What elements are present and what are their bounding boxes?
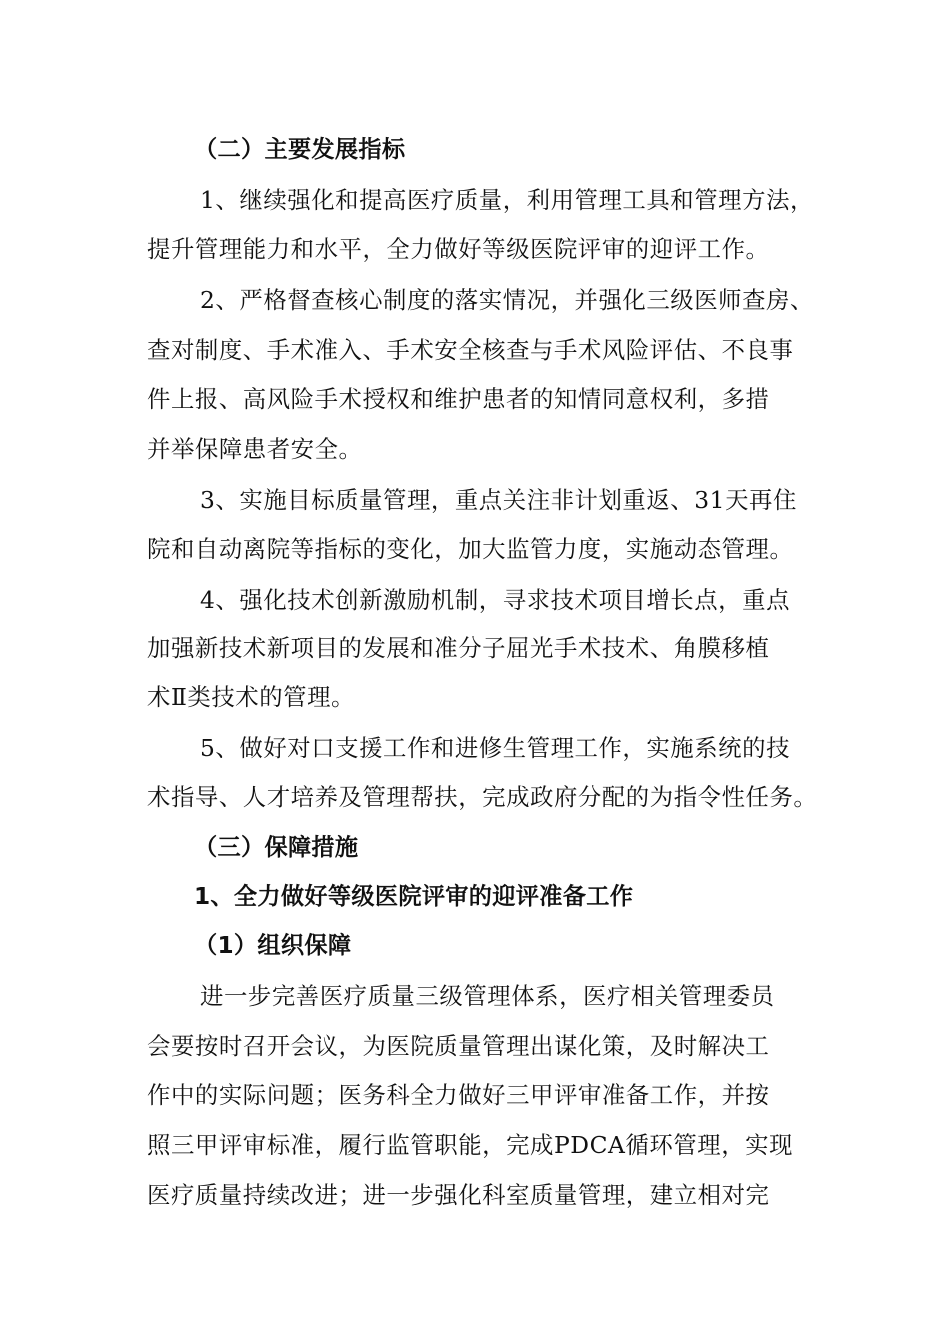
paragraph-line: 术Ⅱ类技术的管理。 bbox=[147, 683, 355, 711]
paragraph-line: 医疗质量持续改进；进一步强化科室质量管理，建立相对完 bbox=[147, 1181, 770, 1209]
paragraph-line: 1、继续强化和提高医疗质量，利用管理工具和管理方法， bbox=[200, 186, 814, 214]
paragraph-line: 2、严格督查核心制度的落实情况，并强化三级医师查房、 bbox=[200, 286, 814, 314]
paragraph-line: 查对制度、手术准入、手术安全核查与手术风险评估、不良事 bbox=[147, 336, 794, 364]
subsection-heading-hospital-review: 1、全力做好等级医院评审的迎评准备工作 bbox=[194, 883, 634, 910]
paragraph-line: 作中的实际问题；医务科全力做好三甲评审准备工作，并按 bbox=[147, 1081, 770, 1109]
paragraph-line: 进一步完善医疗质量三级管理体系，医疗相关管理委员 bbox=[200, 982, 775, 1010]
paragraph-line: 照三甲评审标准，履行监管职能，完成PDCA循环管理，实现 bbox=[147, 1131, 794, 1159]
section-heading-safeguards: （三）保障措施 bbox=[194, 834, 359, 861]
paragraph-line: 4、强化技术创新激励机制，寻求技术项目增长点，重点 bbox=[200, 586, 791, 614]
paragraph-line: 术指导、人才培养及管理帮扶，完成政府分配的为指令性任务。 bbox=[147, 783, 818, 811]
paragraph-line: 院和自动离院等指标的变化，加大监管力度，实施动态管理。 bbox=[147, 535, 794, 563]
paragraph-line: 加强新技术新项目的发展和准分子屈光手术技术、角膜移植 bbox=[147, 634, 770, 662]
section-heading-main-indicators: （二）主要发展指标 bbox=[194, 136, 406, 163]
subsection-heading-organization: （1）组织保障 bbox=[194, 932, 352, 959]
paragraph-line: 3、实施目标质量管理，重点关注非计划重返、31天再住 bbox=[200, 486, 797, 514]
paragraph-line: 并举保障患者安全。 bbox=[147, 435, 363, 463]
paragraph-line: 件上报、高风险手术授权和维护患者的知情同意权利，多措 bbox=[147, 385, 770, 413]
paragraph-line: 5、做好对口支援工作和进修生管理工作，实施系统的技 bbox=[200, 734, 791, 762]
paragraph-line: 提升管理能力和水平，全力做好等级医院评审的迎评工作。 bbox=[147, 235, 770, 263]
paragraph-line: 会要按时召开会议，为医院质量管理出谋化策，及时解决工 bbox=[147, 1032, 770, 1060]
